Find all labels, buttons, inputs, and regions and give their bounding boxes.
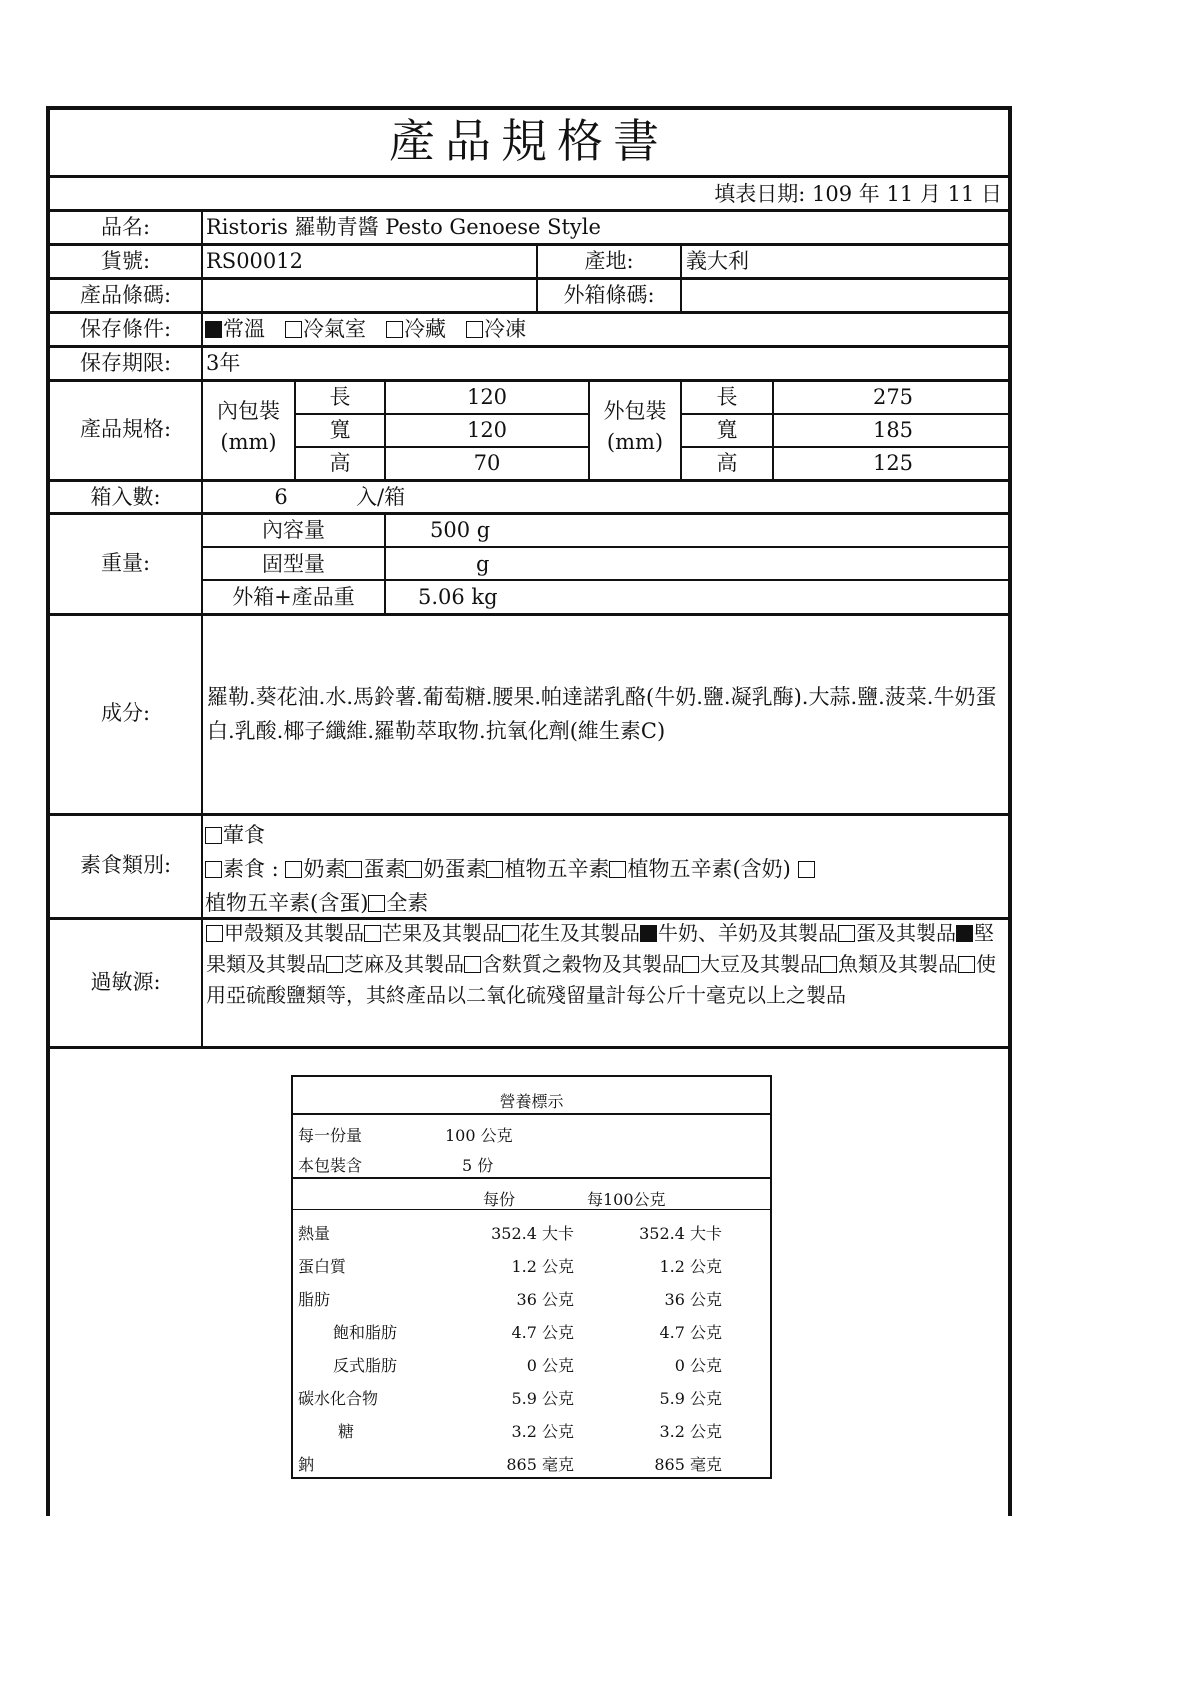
- serving-value: 100 公克: [445, 1126, 513, 1145]
- veg-option-label: 蛋素: [363, 857, 406, 881]
- allergen-label: 芒果及其製品: [382, 921, 502, 945]
- allergen-checkbox: [206, 925, 223, 942]
- inner-length: 120: [466, 385, 508, 409]
- veg-option-label: 植物五辛素(含奶): [627, 857, 791, 881]
- storage-checkbox-frozen: [466, 321, 483, 338]
- label-shelf-life: 保存期限:: [79, 351, 172, 375]
- veg-checkbox-meat: [205, 827, 222, 844]
- label-allergens: 過敏源:: [90, 970, 161, 994]
- nutrition-title: 營養標示: [499, 1092, 564, 1111]
- nutrient-per-100g: 865 毫克: [654, 1455, 722, 1474]
- veg-option-label: 植物五辛素: [504, 857, 610, 881]
- label-name: 品名:: [100, 215, 151, 239]
- outer-pack-unit: (mm): [606, 430, 664, 454]
- veg-options: [205, 818, 1005, 920]
- servings-label: 本包裝含: [298, 1156, 363, 1175]
- storage-option-label: 冷氣室: [303, 317, 367, 341]
- veg-checkbox-option: [368, 895, 385, 912]
- label-spec: 產品規格:: [79, 417, 172, 441]
- nutrient-per-serving: 0 公克: [526, 1356, 574, 1375]
- col-per-100g: 每100公克: [587, 1190, 666, 1209]
- allergen-label: 含麩質之穀物及其製品: [482, 952, 682, 976]
- shelf-life-value: 3年: [206, 351, 241, 375]
- nutrient-per-100g: 4.7 公克: [659, 1323, 722, 1342]
- nutrient-per-serving: 352.4 大卡: [491, 1224, 574, 1243]
- inner-height: 70: [473, 451, 501, 475]
- nutrient-name: 反式脂肪: [333, 1356, 398, 1375]
- veg-checkbox-option: [285, 861, 302, 878]
- nutrient-per-serving: 865 毫克: [506, 1455, 574, 1474]
- inner-dim-label: 高: [329, 451, 351, 475]
- allergen-checkbox: [464, 956, 481, 973]
- nutrient-per-serving: 5.9 公克: [511, 1389, 574, 1408]
- date-month-unit: 月: [919, 182, 941, 206]
- date-year-unit: 年: [858, 182, 880, 206]
- allergen-label: 大豆及其製品: [700, 952, 820, 976]
- allergen-label: 蛋及其製品: [856, 921, 956, 945]
- label-storage: 保存條件:: [79, 317, 172, 341]
- nutrient-name: 鈉: [298, 1455, 315, 1474]
- veg-checkbox-option: [798, 861, 815, 878]
- date-day: 11: [947, 182, 975, 206]
- storage-checkbox-aircon: [285, 321, 302, 338]
- nutrient-per-100g: 36 公克: [664, 1290, 722, 1309]
- label-weight: 重量:: [100, 551, 151, 575]
- allergen-label: 魚類及其製品: [838, 952, 958, 976]
- nutrient-name: 蛋白質: [298, 1257, 347, 1276]
- outer-pack-label: 外包裝: [603, 399, 667, 423]
- storage-checkbox-ambient: [205, 321, 222, 338]
- inner-pack-unit: (mm): [220, 430, 277, 454]
- allergen-checkbox: [502, 925, 519, 942]
- nutrient-per-serving: 1.2 公克: [511, 1257, 574, 1276]
- storage-checkbox-chilled: [386, 321, 403, 338]
- inner-pack-label: 內包裝: [217, 399, 280, 423]
- nutrient-name: 碳水化合物: [298, 1389, 379, 1408]
- nutrient-name: 脂肪: [298, 1290, 331, 1309]
- inner-dim-label: 長: [329, 385, 351, 409]
- nutrition-table: [291, 1075, 772, 1479]
- outer-dim-label: 寬: [716, 418, 738, 442]
- product-name: Ristoris 羅勒青醬 Pesto Genoese Style: [206, 215, 601, 239]
- veg-checkbox-vegetarian: [205, 861, 222, 878]
- storage-option-label: 冷凍: [484, 317, 527, 341]
- veg-option-label: 奶蛋素: [423, 857, 487, 881]
- content-value: 500 g: [430, 518, 491, 542]
- allergen-label: 花生及其製品: [520, 921, 640, 945]
- allergen-checkbox: [682, 956, 699, 973]
- nutrient-name: 熱量: [298, 1224, 331, 1243]
- solid-value: g: [476, 552, 490, 576]
- allergen-label: 甲殼類及其製品: [224, 921, 364, 945]
- inner-dim-label: 寬: [329, 418, 351, 442]
- allergen-label: 使用亞硫酸鹽類等，其終產品以二氧化硫殘留量計每公斤十毫克以上之製品: [206, 952, 996, 1007]
- nutrient-name: 糖: [338, 1422, 355, 1441]
- allergen-checkbox: [838, 925, 855, 942]
- serving-label: 每一份量: [298, 1126, 363, 1145]
- label-barcode: 產品條碼:: [79, 283, 172, 307]
- inner-width: 120: [466, 418, 508, 442]
- label-veg-type: 素食類別:: [79, 853, 172, 877]
- nutrient-name: 飽和脂肪: [333, 1323, 398, 1342]
- allergen-checkbox: [956, 925, 973, 942]
- outer-dim-label: 高: [716, 451, 738, 475]
- date-day-unit: 日: [981, 182, 1002, 206]
- storage-options: [205, 319, 526, 340]
- storage-option-label: 冷藏: [404, 317, 447, 341]
- ingredients-text: 羅勒.葵花油.水.馬鈴薯.葡萄糖.腰果.帕達諾乳酪(牛奶.鹽.凝乳酶).大蒜.鹽.菠菜.牛奶蛋白.乳酸.椰子纖維.羅勒萃取物.抗氧化劑(維生素C): [207, 685, 997, 743]
- allergen-checkbox: [820, 956, 837, 973]
- solid-label: 固型量: [262, 552, 325, 576]
- allergen-label: 牛奶、羊奶及其製品: [658, 921, 838, 945]
- outer-length: 275: [872, 385, 914, 409]
- allergen-label: 堅果類及其製品: [206, 921, 994, 976]
- date-month: 11: [886, 182, 914, 206]
- col-per-serving: 每份: [483, 1190, 516, 1209]
- veg-checkbox-option: [609, 861, 626, 878]
- veg-checkbox-option: [486, 861, 503, 878]
- nutrient-per-serving: 4.7 公克: [511, 1323, 574, 1342]
- allergen-checkbox: [958, 956, 975, 973]
- item-no: RS00012: [206, 249, 304, 273]
- nutrient-per-100g: 5.9 公克: [659, 1389, 722, 1408]
- nutrient-per-serving: 36 公克: [516, 1290, 574, 1309]
- gross-value: 5.06 kg: [418, 585, 498, 609]
- date-row: [714, 184, 1002, 205]
- outer-dim-label: 長: [716, 385, 738, 409]
- allergen-label: 芝麻及其製品: [344, 952, 464, 976]
- label-box-qty: 箱入數:: [90, 485, 161, 509]
- nutrient-per-100g: 0 公克: [674, 1356, 722, 1375]
- allergen-checkbox: [326, 956, 343, 973]
- nutrient-per-100g: 3.2 公克: [659, 1422, 722, 1441]
- label-origin: 產地:: [584, 249, 634, 273]
- nutrient-per-serving: 3.2 公克: [511, 1422, 574, 1441]
- label-box-barcode: 外箱條碼:: [563, 283, 655, 307]
- date-label: 填表日期:: [714, 182, 806, 206]
- veg-option-label: 全素: [386, 891, 429, 915]
- allergen-options: [206, 918, 1006, 1011]
- veg-option-label: 奶素: [303, 857, 346, 881]
- date-year: 109: [812, 182, 853, 206]
- veg-prefix: 素食 :: [223, 857, 279, 881]
- label-ingredients: 成分:: [100, 701, 151, 725]
- veg-option-label: 植物五辛素(含蛋): [205, 891, 369, 915]
- allergen-checkbox: [640, 925, 657, 942]
- outer-width: 185: [872, 418, 914, 442]
- page-title: 產品規格書: [389, 114, 669, 168]
- box-qty-unit: 入/箱: [356, 485, 406, 509]
- veg-checkbox-option: [405, 861, 422, 878]
- outer-height: 125: [872, 451, 914, 475]
- storage-option-label: 常溫: [223, 317, 265, 341]
- label-item-no: 貨號:: [100, 249, 151, 273]
- servings-value: 5 份: [462, 1156, 494, 1175]
- allergen-checkbox: [364, 925, 381, 942]
- gross-label: 外箱+產品重: [232, 585, 355, 609]
- veg-meat-label: 葷食: [223, 823, 265, 847]
- nutrient-per-100g: 1.2 公克: [659, 1257, 722, 1276]
- origin-value: 義大利: [686, 249, 749, 273]
- content-label: 內容量: [262, 518, 325, 542]
- box-qty-value: 6: [274, 485, 288, 509]
- nutrient-per-100g: 352.4 大卡: [639, 1224, 722, 1243]
- veg-checkbox-option: [345, 861, 362, 878]
